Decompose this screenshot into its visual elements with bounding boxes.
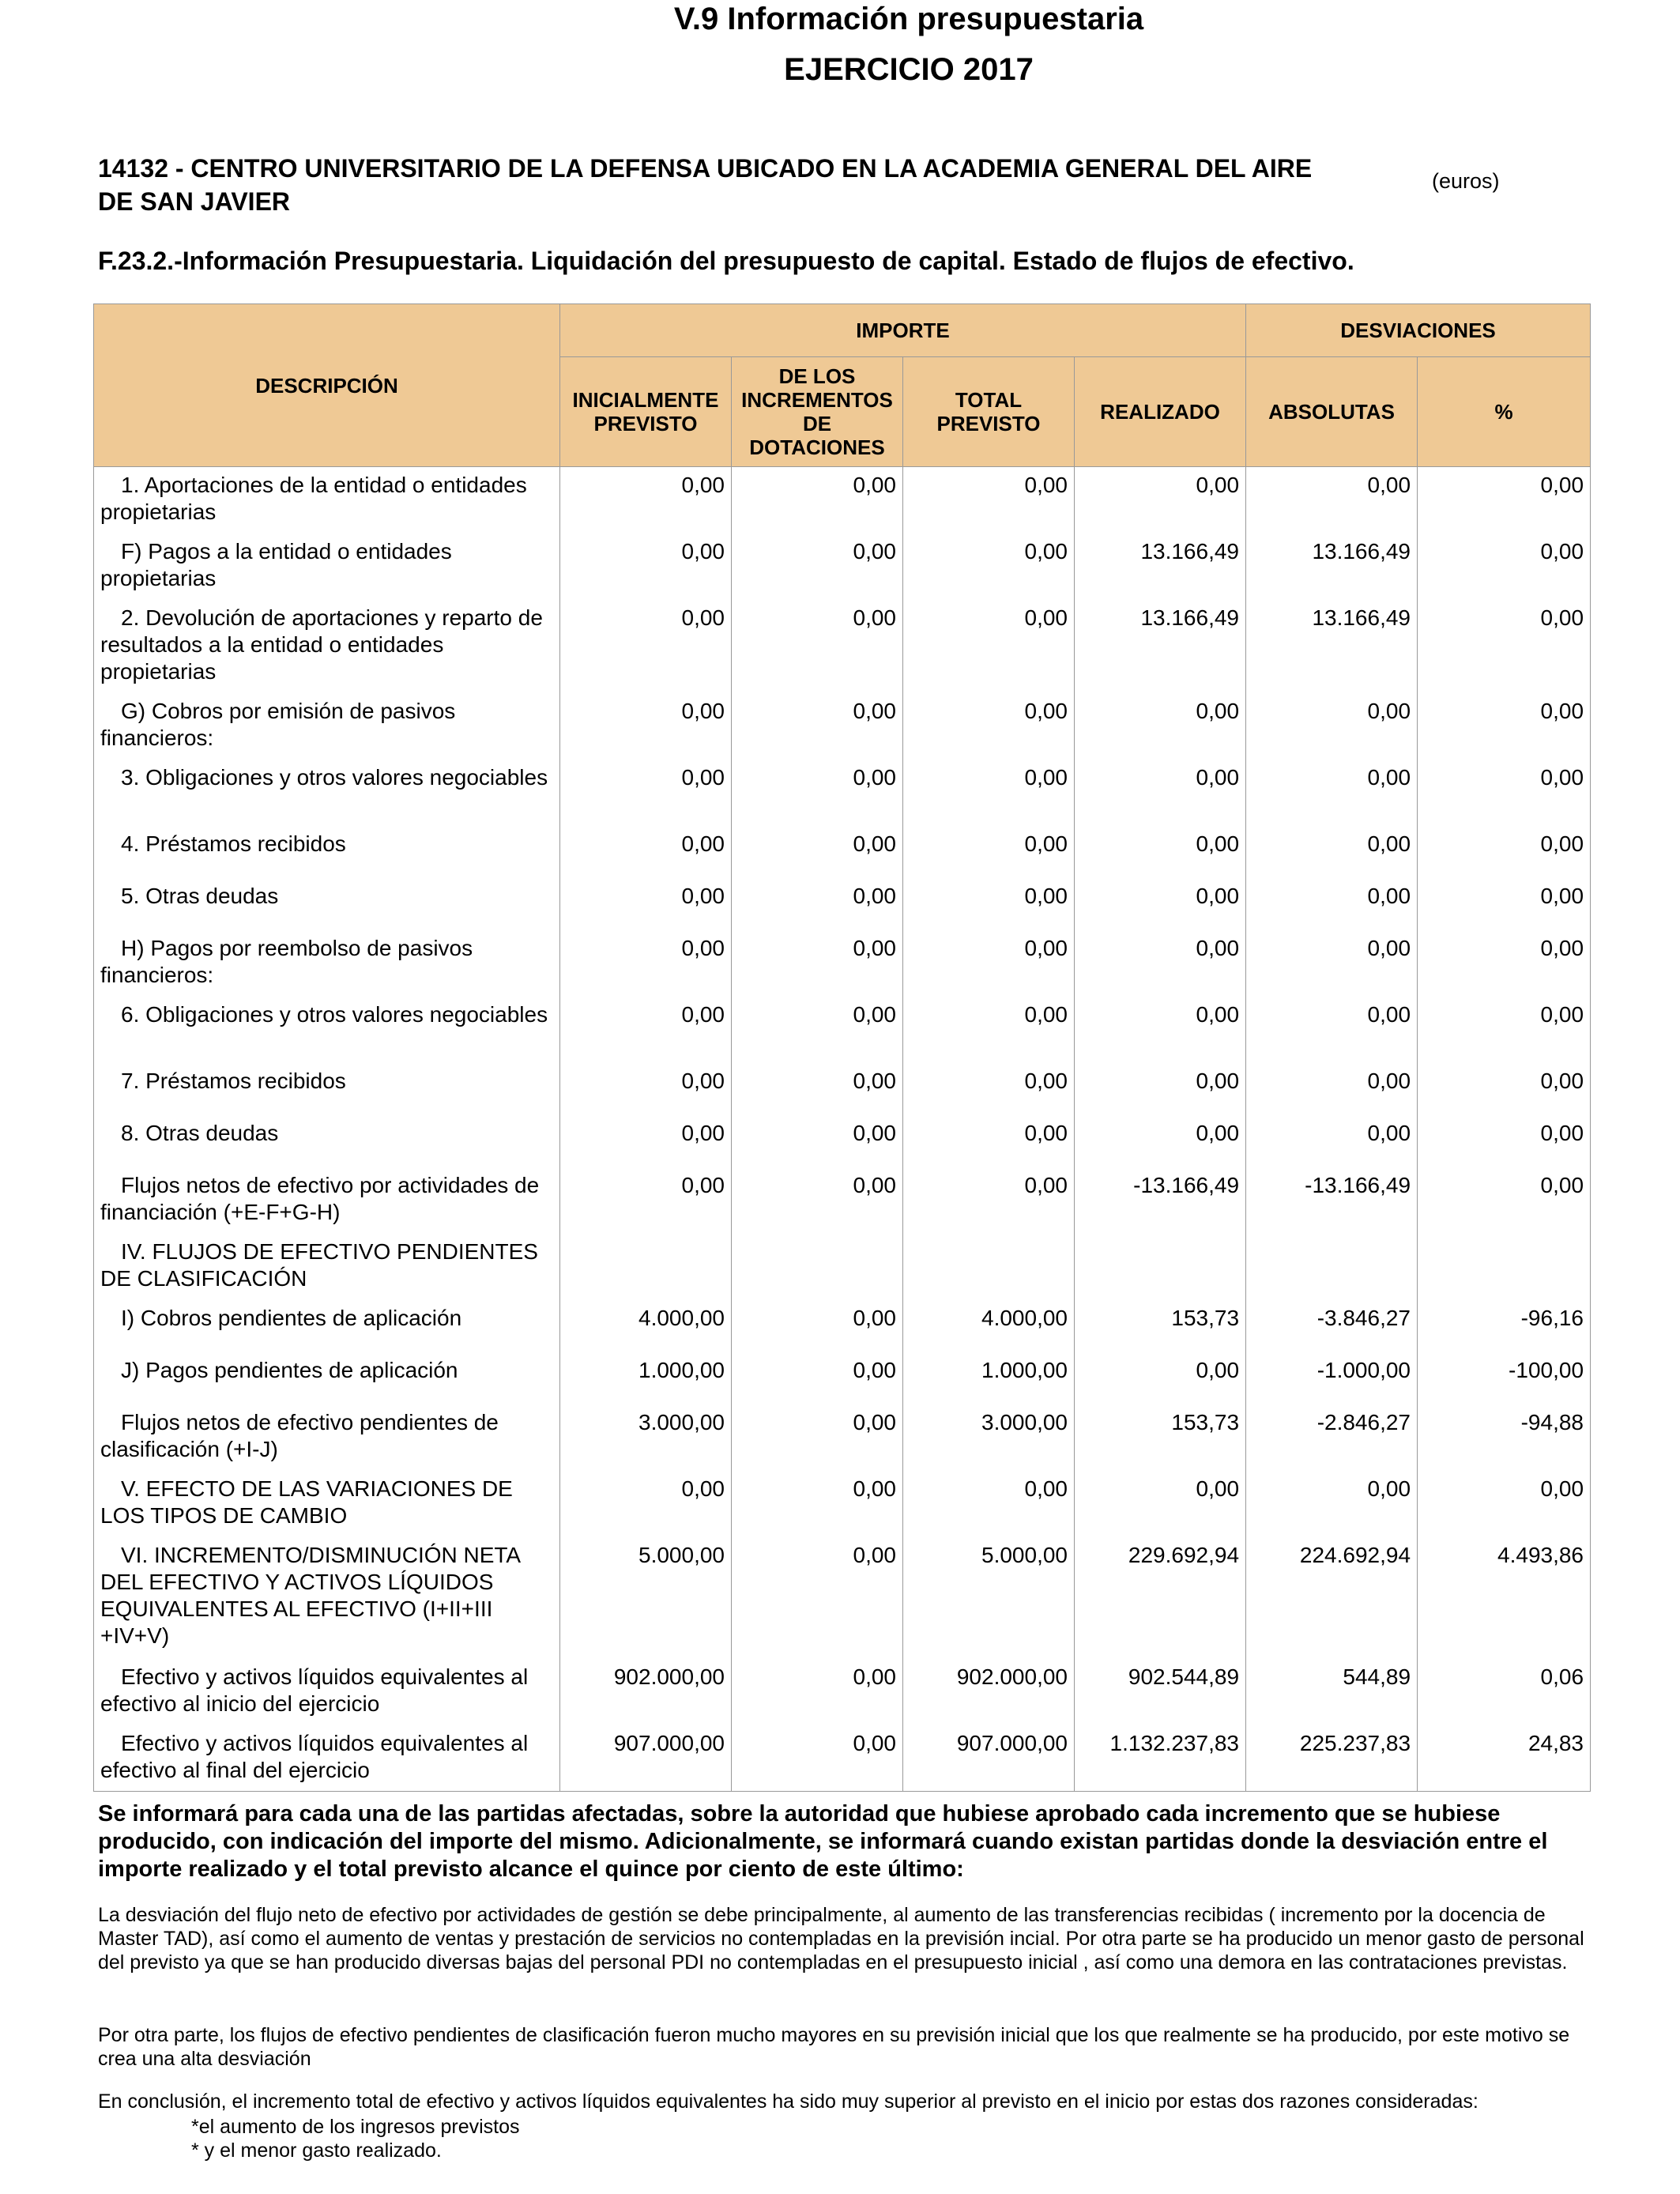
row-description: I) Cobros pendientes de aplicación [94, 1300, 560, 1352]
cell-porcentaje [1418, 1234, 1591, 1300]
table-row [94, 1063, 1591, 1115]
cell-inicialmente-previsto: 0,00 [560, 693, 732, 760]
table-row [94, 1115, 1591, 1167]
cell-inicialmente-previsto: 0,00 [560, 1115, 732, 1167]
row-description: 4. Préstamos recibidos [94, 826, 560, 878]
table-row [94, 878, 1591, 930]
row-description: Flujos netos de efectivo pendientes de clasificación (+I-J) [94, 1404, 560, 1471]
cell-realizado [1075, 1234, 1246, 1300]
cell-inicialmente-previsto: 0,00 [560, 1471, 732, 1537]
cell-incrementos: 0,00 [732, 930, 903, 997]
cell-inicialmente-previsto: 0,00 [560, 1167, 732, 1234]
cell-absolutas: 13.166,49 [1246, 533, 1418, 600]
cell-incrementos: 0,00 [732, 1537, 903, 1659]
cell-realizado: 0,00 [1075, 467, 1246, 533]
cell-inicialmente-previsto: 0,00 [560, 600, 732, 693]
cell-porcentaje: 0,00 [1418, 1471, 1591, 1537]
table-row [94, 1300, 1591, 1352]
cell-inicialmente-previsto: 5.000,00 [560, 1537, 732, 1659]
header-incrementos: DE LOS INCREMENTOS DE DOTACIONES [732, 357, 903, 467]
header-inicialmente-previsto: INICIALMENTE PREVISTO [560, 357, 732, 467]
cell-total-previsto [903, 1234, 1075, 1300]
cell-absolutas: 0,00 [1246, 1471, 1418, 1537]
cell-realizado: 0,00 [1075, 1063, 1246, 1115]
row-description: F) Pagos a la entidad o entidades propietarias [94, 533, 560, 600]
table-row [94, 693, 1591, 760]
table-row [94, 1471, 1591, 1537]
cell-total-previsto: 0,00 [903, 760, 1075, 826]
cell-incrementos: 0,00 [732, 1167, 903, 1234]
cell-inicialmente-previsto: 0,00 [560, 533, 732, 600]
table-row [94, 997, 1591, 1063]
row-description: Efectivo y activos líquidos equivalentes al efectivo al inicio del ejercicio [94, 1659, 560, 1725]
table-row [94, 467, 1591, 533]
cell-inicialmente-previsto [560, 1234, 732, 1300]
cell-absolutas: -1.000,00 [1246, 1352, 1418, 1404]
cell-absolutas: 0,00 [1246, 997, 1418, 1063]
cell-total-previsto: 0,00 [903, 467, 1075, 533]
cell-incrementos [732, 1234, 903, 1300]
note-paragraph-pendientes: Por otra parte, los flujos de efectivo pendientes de clasificación fueron mucho mayores en su previsión inicial que los que realmente se ha producido, por este motivo se crea una alta desviación [98, 2024, 1570, 2070]
cell-realizado: 0,00 [1075, 826, 1246, 878]
note-paragraph-gestion: La desviación del flujo neto de efectivo por actividades de gestión se debe principalmente, al aumento de las transferencias recibidas ( incremento por la docencia de Master TAD), así como el aumento de ventas y prestación de servicios no contempladas en la previsión incial. Por otra parte se ha producido un menor gasto de personal del previsto ya que se han producido diversas bajas del personal PDI no contempladas en el presupuesto inicial , así como una demora en las contrataciones previstas. [98, 1904, 1584, 1973]
table-row [94, 1404, 1591, 1471]
cell-total-previsto: 0,00 [903, 997, 1075, 1063]
cell-inicialmente-previsto: 0,00 [560, 826, 732, 878]
cell-porcentaje: 0,00 [1418, 1115, 1591, 1167]
cell-absolutas: 0,00 [1246, 467, 1418, 533]
cell-total-previsto: 0,00 [903, 1063, 1075, 1115]
row-description: G) Cobros por emisión de pasivos financieros: [94, 693, 560, 760]
table-row [94, 1352, 1591, 1404]
table-row [94, 760, 1591, 826]
cell-porcentaje: -96,16 [1418, 1300, 1591, 1352]
cell-absolutas: 544,89 [1246, 1659, 1418, 1725]
cell-inicialmente-previsto: 4.000,00 [560, 1300, 732, 1352]
cell-absolutas: 0,00 [1246, 930, 1418, 997]
exercise-year: EJERCICIO 2017 [784, 52, 1034, 87]
cell-incrementos: 0,00 [732, 693, 903, 760]
cell-realizado: -13.166,49 [1075, 1167, 1246, 1234]
table-row [94, 600, 1591, 693]
row-description: 7. Préstamos recibidos [94, 1063, 560, 1115]
cell-porcentaje: 0,00 [1418, 1063, 1591, 1115]
cell-porcentaje: 0,00 [1418, 930, 1591, 997]
cell-porcentaje: 0,00 [1418, 760, 1591, 826]
cell-absolutas: 225.237,83 [1246, 1725, 1418, 1792]
cell-total-previsto: 0,00 [903, 693, 1075, 760]
cell-inicialmente-previsto: 3.000,00 [560, 1404, 732, 1471]
header-group-desviaciones: DESVIACIONES [1246, 304, 1591, 357]
cell-porcentaje: 0,00 [1418, 878, 1591, 930]
cell-porcentaje: 0,00 [1418, 826, 1591, 878]
cell-realizado: 1.132.237,83 [1075, 1725, 1246, 1792]
cell-porcentaje: -94,88 [1418, 1404, 1591, 1471]
row-description: V. EFECTO DE LAS VARIACIONES DE LOS TIPOS DE CAMBIO [94, 1471, 560, 1537]
cell-porcentaje: 24,83 [1418, 1725, 1591, 1792]
cell-inicialmente-previsto: 0,00 [560, 930, 732, 997]
row-description: 2. Devolución de aportaciones y reparto de resultados a la entidad o entidades propietarias [94, 600, 560, 693]
cell-absolutas: 13.166,49 [1246, 600, 1418, 693]
cell-absolutas: 224.692,94 [1246, 1537, 1418, 1659]
cell-porcentaje: -100,00 [1418, 1352, 1591, 1404]
cell-absolutas: 0,00 [1246, 760, 1418, 826]
cell-absolutas: 0,00 [1246, 878, 1418, 930]
cell-realizado: 0,00 [1075, 693, 1246, 760]
table-row [94, 930, 1591, 997]
header-porcentaje: % [1418, 357, 1591, 467]
cell-porcentaje: 0,06 [1418, 1659, 1591, 1725]
table-row [94, 1167, 1591, 1234]
cell-total-previsto: 0,00 [903, 1471, 1075, 1537]
cell-inicialmente-previsto: 907.000,00 [560, 1725, 732, 1792]
cell-porcentaje: 0,00 [1418, 467, 1591, 533]
cell-realizado: 13.166,49 [1075, 533, 1246, 600]
cell-realizado: 0,00 [1075, 1115, 1246, 1167]
cell-absolutas: -2.846,27 [1246, 1404, 1418, 1471]
cell-total-previsto: 0,00 [903, 826, 1075, 878]
table-row [94, 1725, 1591, 1792]
header-total-previsto: TOTAL PREVISTO [903, 357, 1075, 467]
cell-incrementos: 0,00 [732, 826, 903, 878]
table-row [94, 1659, 1591, 1725]
row-description: 6. Obligaciones y otros valores negociables [94, 997, 560, 1063]
page-title: V.9 Información presupuestaria [673, 2, 1144, 36]
row-description: 5. Otras deudas [94, 878, 560, 930]
row-description: IV. FLUJOS DE EFECTIVO PENDIENTES DE CLASIFICACIÓN [94, 1234, 560, 1300]
cell-total-previsto: 0,00 [903, 533, 1075, 600]
cell-absolutas: 0,00 [1246, 826, 1418, 878]
row-description: Flujos netos de efectivo por actividades de financiación (+E-F+G-H) [94, 1167, 560, 1234]
cell-total-previsto: 0,00 [903, 878, 1075, 930]
cell-incrementos: 0,00 [732, 1471, 903, 1537]
cell-absolutas: 0,00 [1246, 1115, 1418, 1167]
cell-total-previsto: 5.000,00 [903, 1537, 1075, 1659]
cell-porcentaje: 0,00 [1418, 533, 1591, 600]
cell-incrementos: 0,00 [732, 600, 903, 693]
header-descripcion: DESCRIPCIÓN [94, 304, 560, 467]
cell-inicialmente-previsto: 902.000,00 [560, 1659, 732, 1725]
cell-total-previsto: 907.000,00 [903, 1725, 1075, 1792]
cell-absolutas: 0,00 [1246, 1063, 1418, 1115]
cell-total-previsto: 902.000,00 [903, 1659, 1075, 1725]
cell-total-previsto: 0,00 [903, 1115, 1075, 1167]
row-description: 3. Obligaciones y otros valores negociables [94, 760, 560, 826]
cell-total-previsto: 1.000,00 [903, 1352, 1075, 1404]
cell-inicialmente-previsto: 0,00 [560, 997, 732, 1063]
row-description: Efectivo y activos líquidos equivalentes al efectivo al final del ejercicio [94, 1725, 560, 1792]
cell-realizado: 13.166,49 [1075, 600, 1246, 693]
entity-name: 14132 - CENTRO UNIVERSITARIO DE LA DEFENSA UBICADO EN LA ACADEMIA GENERAL DEL AIRE DE SAN JAVIER [98, 154, 1313, 216]
cell-total-previsto: 0,00 [903, 930, 1075, 997]
row-description: 8. Otras deudas [94, 1115, 560, 1167]
cell-incrementos: 0,00 [732, 1725, 903, 1792]
cell-inicialmente-previsto: 1.000,00 [560, 1352, 732, 1404]
cell-inicialmente-previsto: 0,00 [560, 878, 732, 930]
cell-total-previsto: 0,00 [903, 600, 1075, 693]
cell-incrementos: 0,00 [732, 467, 903, 533]
note-paragraph-conclusion: En conclusión, el incremento total de efectivo y activos líquidos equivalentes ha sido muy superior al previsto en el inicio por estas dos razones consideradas: [98, 2090, 1478, 2113]
table-row [94, 1537, 1591, 1659]
cell-realizado: 0,00 [1075, 760, 1246, 826]
cell-realizado: 0,00 [1075, 1352, 1246, 1404]
cell-porcentaje: 0,00 [1418, 1167, 1591, 1234]
cell-incrementos: 0,00 [732, 1115, 903, 1167]
cell-realizado: 153,73 [1075, 1404, 1246, 1471]
cell-porcentaje: 4.493,86 [1418, 1537, 1591, 1659]
row-description: 1. Aportaciones de la entidad o entidades propietarias [94, 467, 560, 533]
cell-realizado: 0,00 [1075, 997, 1246, 1063]
cell-inicialmente-previsto: 0,00 [560, 467, 732, 533]
cell-incrementos: 0,00 [732, 1659, 903, 1725]
cell-absolutas: 0,00 [1246, 693, 1418, 760]
cell-incrementos: 0,00 [732, 1352, 903, 1404]
cell-incrementos: 0,00 [732, 878, 903, 930]
cell-realizado: 0,00 [1075, 878, 1246, 930]
cell-incrementos: 0,00 [732, 760, 903, 826]
cell-incrementos: 0,00 [732, 997, 903, 1063]
cell-inicialmente-previsto: 0,00 [560, 1063, 732, 1115]
header-absolutas: ABSOLUTAS [1246, 357, 1418, 467]
cell-realizado: 0,00 [1075, 1471, 1246, 1537]
cell-absolutas: -13.166,49 [1246, 1167, 1418, 1234]
table-row [94, 826, 1591, 878]
header-realizado: REALIZADO [1075, 357, 1246, 467]
cell-total-previsto: 3.000,00 [903, 1404, 1075, 1471]
cell-total-previsto: 0,00 [903, 1167, 1075, 1234]
disclosure-requirement-text: Se informará para cada una de las partidas afectadas, sobre la autoridad que hubiese aprobado cada incremento que se hubiese producido, con indicación del importe del mismo. Adicionalmente, se informará cuando existan partidas donde la desviación entre el importe realizado y el total previsto alcance el quince por ciento de este último: [98, 1801, 1548, 1882]
currency-units: (euros) [1432, 169, 1500, 193]
cell-realizado: 902.544,89 [1075, 1659, 1246, 1725]
conclusion-bullet: *el aumento de los ingresos previstos [191, 2116, 520, 2138]
table-row [94, 1234, 1591, 1300]
cell-realizado: 153,73 [1075, 1300, 1246, 1352]
cell-incrementos: 0,00 [732, 1404, 903, 1471]
row-description: VI. INCREMENTO/DISMINUCIÓN NETA DEL EFECTIVO Y ACTIVOS LÍQUIDOS EQUIVALENTES AL EFECTIVO (I+II+III +IV+V) [94, 1537, 560, 1659]
cell-realizado: 229.692,94 [1075, 1537, 1246, 1659]
cell-porcentaje: 0,00 [1418, 997, 1591, 1063]
table-row [94, 533, 1591, 600]
cell-absolutas [1246, 1234, 1418, 1300]
cell-inicialmente-previsto: 0,00 [560, 760, 732, 826]
cell-absolutas: -3.846,27 [1246, 1300, 1418, 1352]
cell-porcentaje: 0,00 [1418, 693, 1591, 760]
report-subtitle: F.23.2.-Información Presupuestaria. Liquidación del presupuesto de capital. Estado de flujos de efectivo. [98, 247, 1354, 275]
cell-incrementos: 0,00 [732, 533, 903, 600]
cell-incrementos: 0,00 [732, 1063, 903, 1115]
row-description: H) Pagos por reembolso de pasivos financieros: [94, 930, 560, 997]
header-group-importe: IMPORTE [560, 304, 1246, 357]
cell-realizado: 0,00 [1075, 930, 1246, 997]
cell-porcentaje: 0,00 [1418, 600, 1591, 693]
cash-flow-table [93, 303, 1591, 1792]
row-description: J) Pagos pendientes de aplicación [94, 1352, 560, 1404]
cell-incrementos: 0,00 [732, 1300, 903, 1352]
conclusion-bullet: * y el menor gasto realizado. [191, 2139, 442, 2162]
cell-total-previsto: 4.000,00 [903, 1300, 1075, 1352]
